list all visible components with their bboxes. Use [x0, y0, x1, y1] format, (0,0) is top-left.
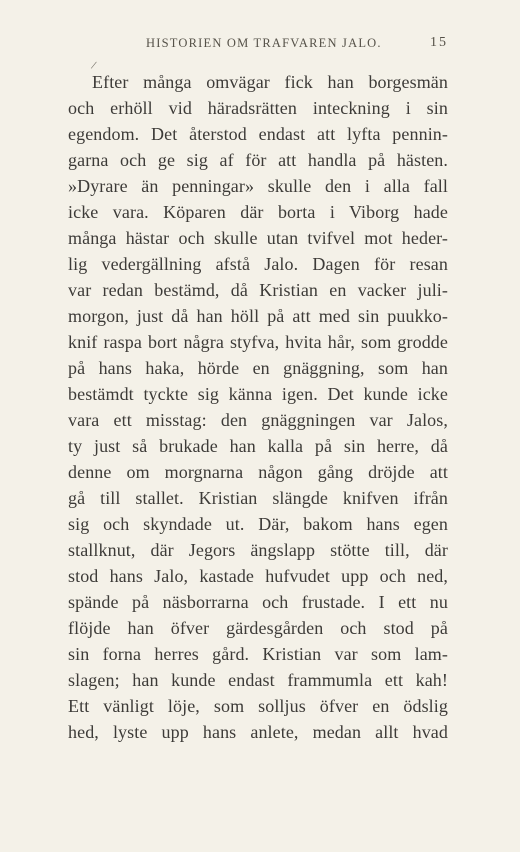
text-line: morgon, just då han höll på att med sin puukko- [68, 306, 448, 326]
stray-pencil-mark: / [89, 57, 98, 73]
text-line: var redan bestämd, då Kristian en vacker juli- [68, 280, 448, 300]
text-line: på hans haka, hörde en gnäggning, som han [68, 358, 448, 378]
page-number: 15 [430, 35, 448, 50]
text-line: stod hans Jalo, kastade hufvudet upp och ned, [68, 566, 448, 586]
text-line: vara ett misstag: den gnäggningen var Jalos, [68, 410, 448, 430]
text-line: denne om morgnarna någon gång dröjde att [68, 462, 448, 482]
running-header [0, 36, 520, 54]
text-line: gå till stallet. Kristian slängde knifven ifrån [68, 488, 448, 508]
text-line: sin forna herres gård. Kristian var som lam- [68, 644, 448, 664]
text-line: stallknut, där Jegors ängslapp stötte till, där [68, 540, 448, 560]
text-line: Ett vänligt löje, som solljus öfver en ödslig [68, 696, 448, 716]
text-line: garna och ge sig af för att handla på hästen. [68, 150, 448, 170]
text-line: många hästar och skulle utan tvifvel mot heder- [68, 228, 448, 248]
text-line: hed, lyste upp hans anlete, medan allt hvad [68, 722, 448, 742]
text-line: sig och skyndade ut. Där, bakom hans egen [68, 514, 448, 534]
text-line: Efter många omvägar fick han borgesmän [92, 72, 448, 92]
text-line: slagen; han kunde endast frammumla ett kah! [68, 670, 448, 690]
text-line: bestämdt tyckte sig känna igen. Det kunde icke [68, 384, 448, 404]
text-line: spände på näsborrarna och frustade. I ett nu [68, 592, 448, 612]
text-line: lig vedergällning afstå Jalo. Dagen för resan [68, 254, 448, 274]
text-line: knif raspa bort några styfva, hvita hår, som grodde [68, 332, 448, 352]
text-line: och erhöll vid häradsrätten inteckning i sin [68, 98, 448, 118]
text-line: »Dyrare än penningar» skulle den i alla fall [68, 176, 448, 196]
body-text [68, 69, 448, 745]
text-line: egendom. Det återstod endast att lyfta pennin- [68, 124, 448, 144]
running-title: HISTORIEN OM TRAFVAREN JALO. [146, 36, 382, 50]
text-line: flöjde han öfver gärdesgården och stod på [68, 618, 448, 638]
text-line: ty just så brukade han kalla på sin herre, då [68, 436, 448, 456]
text-line: icke vara. Köparen där borta i Viborg hade [68, 202, 448, 222]
